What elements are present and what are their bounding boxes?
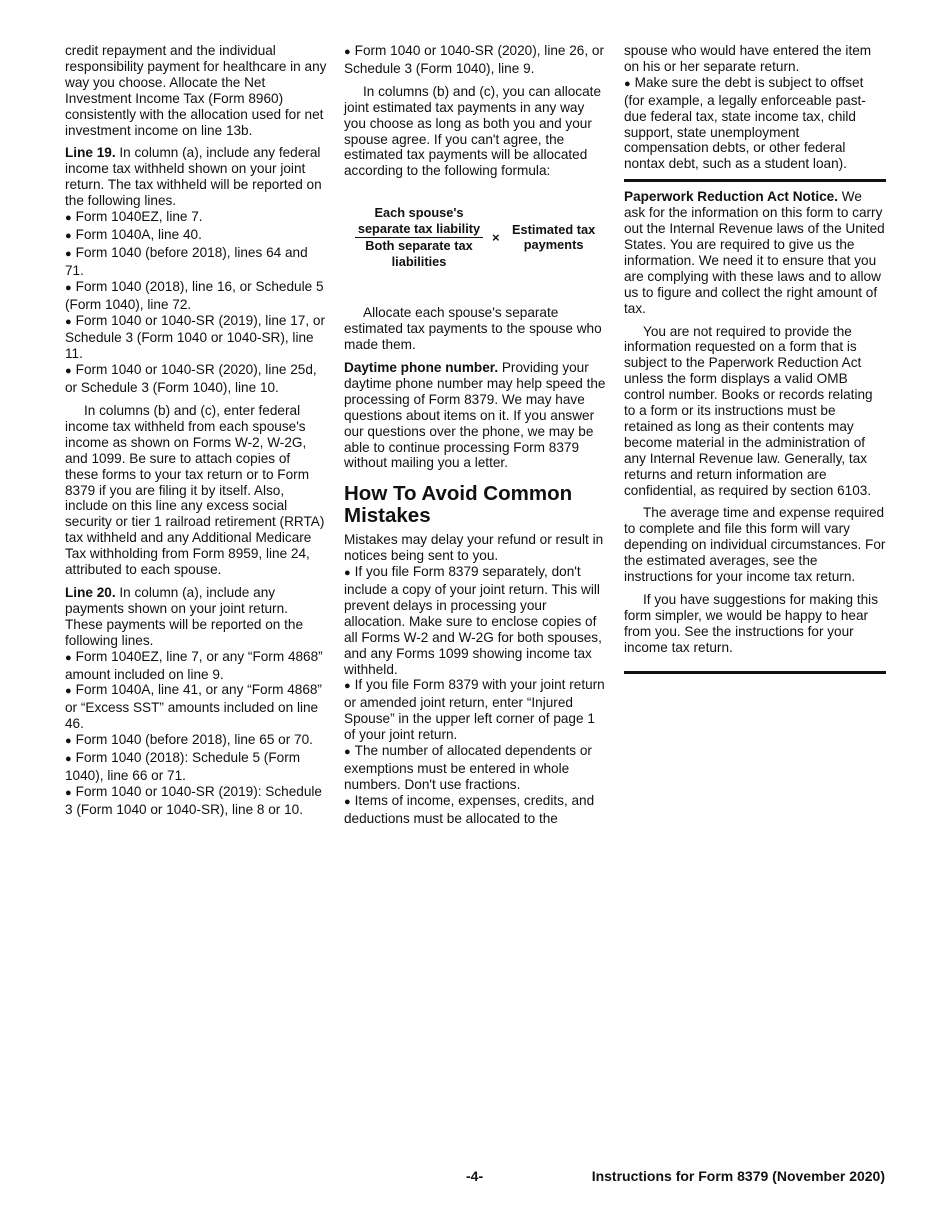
line-19-text: In column (a), include any federal income tax withheld shown on your joint return. The tax withheld will be reported on the following lines.: [65, 145, 322, 209]
mistakes-list-continued: [624, 75, 886, 172]
column-middle: [344, 43, 606, 834]
section-title: How To Avoid Common Mistakes: [344, 482, 573, 528]
formula-result: Estimated tax payments: [511, 221, 596, 253]
daytime-phone-heading: Daytime phone number.: [344, 359, 499, 375]
allocate-paragraph: Allocate each spouse's separate estimated tax payments to the spouse who made them.: [344, 305, 602, 353]
list-item: ● Form 1040 or 1040-SR (2020), line 25d, or Schedule 3 (Form 1040), line 10.: [65, 362, 317, 396]
footer-title: Instructions for Form 8379 (November 2020): [591, 1168, 885, 1184]
daytime-phone-text: Providing your daytime phone number may help speed the processing of Form 8379. We may have questions about items on it. If you answer our questions over the phone, we may be able to continue processing Form 8379 without mailing you a letter.: [344, 359, 606, 471]
line-19-columns-paragraph: In columns (b) and (c), enter federal income tax withheld from each spouse's income as shown on Forms W-2, W-2G, and 1099. Be sure to attach copies of these forms to your tax return or to Form 8379 if you are filing it by itself. Also, include on this line any excess social security or tier 1 railroad retirement (RRTA) tax withheld and any Additional Medicare Tax withholding from Form 8959, line 24, attributed to each spouse.: [65, 403, 325, 578]
omb-paragraph: You are not required to provide the information requested on a form that is subject to the Paperwork Reduction Act unless the form displays a valid OMB control number. Books or records relating to a form or its instructions must be retained as long as their contents may become material in the administration of any Internal Revenue law. Generally, tax returns and return information are confidential, as required by section 6103.: [624, 323, 873, 498]
line-19-list: [65, 209, 327, 396]
line-19-heading: Line 19.: [65, 145, 116, 161]
time-expense-paragraph: The average time and expense required to complete and file this form will vary depending on individual circumstances. For the estimated averages, see the instructions for your income tax return.: [624, 505, 886, 585]
end-divider: [624, 671, 886, 674]
page-number: -4-: [466, 1168, 484, 1184]
list-item: ● The number of allocated dependents or exemptions must be entered in whole numbers. Don't use fractions.: [344, 743, 592, 792]
list-item: ● Make sure the debt is subject to offset (for example, a legally enforceable past-due federal tax, state income tax, child support, state unemployment compensation debts, or other federal nontax debt, such as a student loan).: [624, 74, 866, 172]
paragraph-continuation: credit repayment and the individual responsibility payment for healthcare in any way you choose. Allocate the Net Investment Income Tax (Form 8960) consistently with the allocation used for net investment income on line 13b.: [65, 43, 327, 138]
estimated-tax-paragraph: In columns (b) and (c), you can allocate joint estimated tax payments in any way you choose as long as both you and your spouse agree. If you can't agree, the estimated tax payments will be allocated according to the following formula:: [344, 83, 602, 179]
allocation-formula: [354, 205, 606, 269]
multiply-sign: ×: [492, 229, 500, 245]
line-20-text: In column (a), include any payments shown on your joint return. These payments will be reported on the following lines.: [65, 585, 304, 648]
list-item: ● Form 1040A, line 40.: [65, 226, 202, 242]
paragraph-continuation: spouse who would have entered the item on his or her separate return.: [624, 43, 872, 74]
list-item: ● Form 1040EZ, line 7, or any “Form 4868” amount included on line 9.: [65, 648, 323, 682]
formula-denominator: Both separate tax liabilities: [365, 238, 473, 269]
list-item: ● If you file Form 8379 separately, don't include a copy of your joint return. This will prevent delays in processing your allocation. Make sure to enclose copies of all Forms W-2 and W-2G for both spouses, and any Forms 1099 showing income tax withheld.: [344, 564, 602, 677]
column-right: [624, 43, 886, 674]
line-20-list: [65, 649, 327, 818]
list-item: ● Form 1040 (2018): Schedule 5 (Form 1040), line 66 or 71.: [65, 750, 301, 783]
formula-numerator: Each spouse's separate tax liability: [357, 205, 481, 236]
list-item: ● Items of income, expenses, credits, and deductions must be allocated to the: [344, 792, 595, 826]
list-item: ● Form 1040EZ, line 7.: [65, 209, 203, 225]
line-20-paragraph: [65, 585, 327, 649]
suggestions-paragraph: If you have suggestions for making this form simpler, we would be happy to hear from you. See the instructions for your income tax return.: [624, 592, 878, 655]
line-19-paragraph: [65, 145, 327, 209]
list-item: ● If you file Form 8379 with your joint return or amended joint return, enter “Injured Spouse” in the upper left corner of page 1 of your joint return.: [344, 677, 605, 743]
paperwork-reduction-heading: Paperwork Reduction Act Notice.: [624, 189, 839, 205]
line-20-list-continued: [344, 43, 606, 77]
list-item: ● Form 1040A, line 41, or any “Form 4868” or “Excess SST” amounts included on line 46.: [65, 682, 322, 732]
list-item: ● Form 1040 (before 2018), lines 64 and 71.: [65, 244, 308, 278]
paperwork-reduction-paragraph: [624, 189, 886, 316]
list-item: ● Form 1040 or 1040-SR (2019): Schedule 3 (Form 1040 or 1040-SR), line 8 or 10.: [65, 783, 322, 817]
daytime-phone-paragraph: [344, 360, 606, 471]
list-item: ● Form 1040 (before 2018), line 65 or 70.: [65, 732, 313, 748]
section-divider: [624, 179, 886, 182]
line-20-heading: Line 20.: [65, 585, 116, 600]
list-item: ● Form 1040 or 1040-SR (2020), line 26, or Schedule 3 (Form 1040), line 9.: [344, 43, 605, 76]
list-item: ● Form 1040 (2018), line 16, or Schedule 5 (Form 1040), line 72.: [65, 278, 324, 312]
paperwork-reduction-text: We ask for the information on this form to carry out the Internal Revenue laws of the United States. You are required to give us the information. We need it to ensure that you are complying with these laws and to allow us to figure and collect the right amount of tax.: [624, 189, 885, 316]
list-item: ● Form 1040 or 1040-SR (2019), line 17, or Schedule 3 (Form 1040 or 1040-SR), line 11.: [65, 312, 326, 362]
section-intro: Mistakes may delay your refund or result in notices being sent to you.: [344, 532, 604, 564]
formula-fraction: [354, 205, 484, 269]
column-left: [65, 43, 327, 825]
mistakes-list: [344, 564, 606, 827]
